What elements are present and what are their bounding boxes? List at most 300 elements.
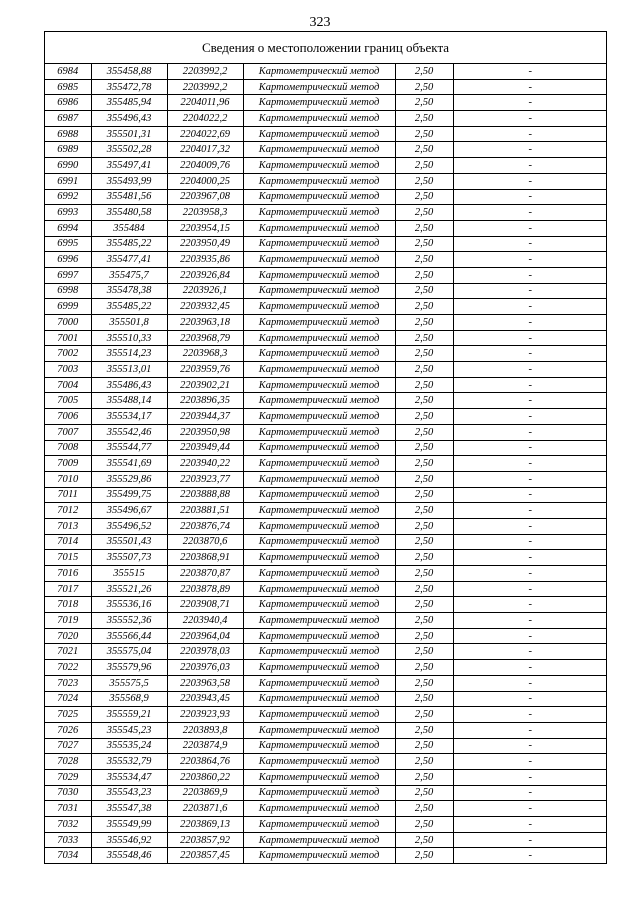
y-coordinate-cell: 2203926,1 <box>167 283 243 299</box>
x-coordinate-cell: 355541,69 <box>91 456 167 472</box>
y-coordinate-cell: 2203992,2 <box>167 79 243 95</box>
y-coordinate-cell: 2203870,6 <box>167 534 243 550</box>
description-cell: - <box>453 691 607 707</box>
table-row <box>45 79 607 95</box>
description-cell: - <box>453 832 607 848</box>
description-cell: - <box>453 785 607 801</box>
point-number-cell: 7019 <box>45 613 91 629</box>
accuracy-cell: 2,50 <box>395 817 453 833</box>
point-number-cell: 7002 <box>45 346 91 362</box>
accuracy-cell: 2,50 <box>395 377 453 393</box>
y-coordinate-cell: 2203881,51 <box>167 503 243 519</box>
description-cell: - <box>453 597 607 613</box>
x-coordinate-cell: 355532,79 <box>91 754 167 770</box>
point-number-cell: 6996 <box>45 252 91 268</box>
method-cell: Картометрический метод <box>243 79 395 95</box>
point-number-cell: 7015 <box>45 550 91 566</box>
description-cell: - <box>453 173 607 189</box>
y-coordinate-cell: 2203932,45 <box>167 299 243 315</box>
table-row <box>45 409 607 425</box>
x-coordinate-cell: 355472,78 <box>91 79 167 95</box>
table-row <box>45 267 607 283</box>
method-cell: Картометрический метод <box>243 581 395 597</box>
description-cell: - <box>453 283 607 299</box>
point-number-cell: 6993 <box>45 205 91 221</box>
table-row <box>45 817 607 833</box>
point-number-cell: 7001 <box>45 330 91 346</box>
description-cell: - <box>453 236 607 252</box>
point-number-cell: 6994 <box>45 220 91 236</box>
accuracy-cell: 2,50 <box>395 566 453 582</box>
method-cell: Картометрический метод <box>243 346 395 362</box>
description-cell: - <box>453 377 607 393</box>
point-number-cell: 7016 <box>45 566 91 582</box>
point-number-cell: 7033 <box>45 832 91 848</box>
accuracy-cell: 2,50 <box>395 471 453 487</box>
method-cell: Картометрический метод <box>243 769 395 785</box>
description-cell: - <box>453 79 607 95</box>
accuracy-cell: 2,50 <box>395 424 453 440</box>
description-cell: - <box>453 754 607 770</box>
point-number-cell: 7023 <box>45 675 91 691</box>
y-coordinate-cell: 2203893,8 <box>167 722 243 738</box>
accuracy-cell: 2,50 <box>395 518 453 534</box>
description-cell: - <box>453 95 607 111</box>
x-coordinate-cell: 355521,26 <box>91 581 167 597</box>
table-row <box>45 236 607 252</box>
accuracy-cell: 2,50 <box>395 393 453 409</box>
y-coordinate-cell: 2203963,18 <box>167 315 243 331</box>
y-coordinate-cell: 2204000,25 <box>167 173 243 189</box>
y-coordinate-cell: 2203935,86 <box>167 252 243 268</box>
table-row <box>45 832 607 848</box>
accuracy-cell: 2,50 <box>395 487 453 503</box>
accuracy-cell: 2,50 <box>395 346 453 362</box>
y-coordinate-cell: 2203978,03 <box>167 644 243 660</box>
method-cell: Картометрический метод <box>243 597 395 613</box>
accuracy-cell: 2,50 <box>395 330 453 346</box>
point-number-cell: 7004 <box>45 377 91 393</box>
coordinates-table <box>45 64 607 863</box>
method-cell: Картометрический метод <box>243 440 395 456</box>
method-cell: Картометрический метод <box>243 393 395 409</box>
table-row <box>45 722 607 738</box>
x-coordinate-cell: 355486,43 <box>91 377 167 393</box>
x-coordinate-cell: 355480,58 <box>91 205 167 221</box>
x-coordinate-cell: 355496,67 <box>91 503 167 519</box>
x-coordinate-cell: 355552,36 <box>91 613 167 629</box>
x-coordinate-cell: 355559,21 <box>91 707 167 723</box>
method-cell: Картометрический метод <box>243 267 395 283</box>
accuracy-cell: 2,50 <box>395 848 453 863</box>
boundary-table-frame <box>44 31 607 864</box>
y-coordinate-cell: 2203954,15 <box>167 220 243 236</box>
method-cell: Картометрический метод <box>243 299 395 315</box>
description-cell: - <box>453 487 607 503</box>
point-number-cell: 6988 <box>45 126 91 142</box>
description-cell: - <box>453 64 607 79</box>
point-number-cell: 7007 <box>45 424 91 440</box>
point-number-cell: 7005 <box>45 393 91 409</box>
accuracy-cell: 2,50 <box>395 283 453 299</box>
point-number-cell: 6991 <box>45 173 91 189</box>
table-row <box>45 518 607 534</box>
y-coordinate-cell: 2203857,92 <box>167 832 243 848</box>
y-coordinate-cell: 2204022,69 <box>167 126 243 142</box>
method-cell: Картометрический метод <box>243 315 395 331</box>
accuracy-cell: 2,50 <box>395 660 453 676</box>
accuracy-cell: 2,50 <box>395 644 453 660</box>
accuracy-cell: 2,50 <box>395 832 453 848</box>
point-number-cell: 7027 <box>45 738 91 754</box>
y-coordinate-cell: 2203923,93 <box>167 707 243 723</box>
table-row <box>45 95 607 111</box>
accuracy-cell: 2,50 <box>395 409 453 425</box>
description-cell: - <box>453 205 607 221</box>
method-cell: Картометрический метод <box>243 330 395 346</box>
description-cell: - <box>453 252 607 268</box>
y-coordinate-cell: 2203923,77 <box>167 471 243 487</box>
description-cell: - <box>453 393 607 409</box>
method-cell: Картометрический метод <box>243 566 395 582</box>
table-row <box>45 315 607 331</box>
description-cell: - <box>453 613 607 629</box>
y-coordinate-cell: 2203959,76 <box>167 362 243 378</box>
method-cell: Картометрический метод <box>243 142 395 158</box>
table-row <box>45 597 607 613</box>
table-row <box>45 283 607 299</box>
y-coordinate-cell: 2204009,76 <box>167 158 243 174</box>
y-coordinate-cell: 2203944,37 <box>167 409 243 425</box>
method-cell: Картометрический метод <box>243 675 395 691</box>
accuracy-cell: 2,50 <box>395 126 453 142</box>
y-coordinate-cell: 2203857,45 <box>167 848 243 863</box>
table-title: Сведения о местоположении границ объекта <box>45 32 606 64</box>
x-coordinate-cell: 355501,8 <box>91 315 167 331</box>
description-cell: - <box>453 362 607 378</box>
point-number-cell: 6997 <box>45 267 91 283</box>
point-number-cell: 7020 <box>45 628 91 644</box>
method-cell: Картометрический метод <box>243 189 395 205</box>
method-cell: Картометрический метод <box>243 628 395 644</box>
point-number-cell: 7000 <box>45 315 91 331</box>
point-number-cell: 7013 <box>45 518 91 534</box>
table-row <box>45 471 607 487</box>
accuracy-cell: 2,50 <box>395 362 453 378</box>
description-cell: - <box>453 675 607 691</box>
table-row <box>45 785 607 801</box>
table-row <box>45 644 607 660</box>
accuracy-cell: 2,50 <box>395 738 453 754</box>
method-cell: Картометрический метод <box>243 801 395 817</box>
table-row <box>45 660 607 676</box>
point-number-cell: 6992 <box>45 189 91 205</box>
method-cell: Картометрический метод <box>243 424 395 440</box>
x-coordinate-cell: 355566,44 <box>91 628 167 644</box>
x-coordinate-cell: 355575,5 <box>91 675 167 691</box>
x-coordinate-cell: 355575,04 <box>91 644 167 660</box>
accuracy-cell: 2,50 <box>395 95 453 111</box>
method-cell: Картометрический метод <box>243 691 395 707</box>
method-cell: Картометрический метод <box>243 754 395 770</box>
y-coordinate-cell: 2203896,35 <box>167 393 243 409</box>
y-coordinate-cell: 2203874,9 <box>167 738 243 754</box>
x-coordinate-cell: 355543,23 <box>91 785 167 801</box>
accuracy-cell: 2,50 <box>395 769 453 785</box>
description-cell: - <box>453 456 607 472</box>
x-coordinate-cell: 355515 <box>91 566 167 582</box>
point-number-cell: 7018 <box>45 597 91 613</box>
table-row <box>45 330 607 346</box>
y-coordinate-cell: 2203964,04 <box>167 628 243 644</box>
point-number-cell: 6998 <box>45 283 91 299</box>
method-cell: Картометрический метод <box>243 817 395 833</box>
table-row <box>45 550 607 566</box>
x-coordinate-cell: 355529,86 <box>91 471 167 487</box>
coordinates-table-body <box>45 64 607 863</box>
description-cell: - <box>453 660 607 676</box>
x-coordinate-cell: 355475,7 <box>91 267 167 283</box>
accuracy-cell: 2,50 <box>395 597 453 613</box>
y-coordinate-cell: 2203926,84 <box>167 267 243 283</box>
description-cell: - <box>453 644 607 660</box>
method-cell: Картометрический метод <box>243 722 395 738</box>
point-number-cell: 7009 <box>45 456 91 472</box>
accuracy-cell: 2,50 <box>395 64 453 79</box>
description-cell: - <box>453 769 607 785</box>
table-row <box>45 189 607 205</box>
x-coordinate-cell: 355496,43 <box>91 111 167 127</box>
x-coordinate-cell: 355534,17 <box>91 409 167 425</box>
description-cell: - <box>453 722 607 738</box>
page-number: 323 <box>309 15 331 30</box>
table-row <box>45 111 607 127</box>
accuracy-cell: 2,50 <box>395 440 453 456</box>
description-cell: - <box>453 848 607 863</box>
point-number-cell: 6989 <box>45 142 91 158</box>
description-cell: - <box>453 111 607 127</box>
x-coordinate-cell: 355484 <box>91 220 167 236</box>
method-cell: Картометрический метод <box>243 64 395 79</box>
accuracy-cell: 2,50 <box>395 785 453 801</box>
description-cell: - <box>453 581 607 597</box>
point-number-cell: 7003 <box>45 362 91 378</box>
point-number-cell: 7022 <box>45 660 91 676</box>
point-number-cell: 7021 <box>45 644 91 660</box>
point-number-cell: 6984 <box>45 64 91 79</box>
point-number-cell: 6985 <box>45 79 91 95</box>
y-coordinate-cell: 2203888,88 <box>167 487 243 503</box>
accuracy-cell: 2,50 <box>395 754 453 770</box>
x-coordinate-cell: 355513,01 <box>91 362 167 378</box>
table-row <box>45 252 607 268</box>
y-coordinate-cell: 2204017,32 <box>167 142 243 158</box>
method-cell: Картометрический метод <box>243 613 395 629</box>
description-cell: - <box>453 440 607 456</box>
x-coordinate-cell: 355514,23 <box>91 346 167 362</box>
description-cell: - <box>453 409 607 425</box>
y-coordinate-cell: 2203949,44 <box>167 440 243 456</box>
description-cell: - <box>453 189 607 205</box>
x-coordinate-cell: 355544,77 <box>91 440 167 456</box>
x-coordinate-cell: 355547,38 <box>91 801 167 817</box>
accuracy-cell: 2,50 <box>395 801 453 817</box>
accuracy-cell: 2,50 <box>395 220 453 236</box>
y-coordinate-cell: 2203870,87 <box>167 566 243 582</box>
method-cell: Картометрический метод <box>243 283 395 299</box>
accuracy-cell: 2,50 <box>395 456 453 472</box>
table-row <box>45 503 607 519</box>
accuracy-cell: 2,50 <box>395 111 453 127</box>
y-coordinate-cell: 2203869,9 <box>167 785 243 801</box>
x-coordinate-cell: 355546,92 <box>91 832 167 848</box>
table-row <box>45 487 607 503</box>
accuracy-cell: 2,50 <box>395 707 453 723</box>
x-coordinate-cell: 355507,73 <box>91 550 167 566</box>
x-coordinate-cell: 355536,16 <box>91 597 167 613</box>
method-cell: Картометрический метод <box>243 534 395 550</box>
method-cell: Картометрический метод <box>243 832 395 848</box>
method-cell: Картометрический метод <box>243 456 395 472</box>
table-row <box>45 691 607 707</box>
y-coordinate-cell: 2203950,49 <box>167 236 243 252</box>
table-row <box>45 346 607 362</box>
point-number-cell: 7011 <box>45 487 91 503</box>
table-row <box>45 440 607 456</box>
description-cell: - <box>453 534 607 550</box>
x-coordinate-cell: 355497,41 <box>91 158 167 174</box>
point-number-cell: 7010 <box>45 471 91 487</box>
table-row <box>45 848 607 863</box>
table-row <box>45 534 607 550</box>
table-row <box>45 628 607 644</box>
description-cell: - <box>453 566 607 582</box>
point-number-cell: 7017 <box>45 581 91 597</box>
description-cell: - <box>453 738 607 754</box>
description-cell: - <box>453 158 607 174</box>
method-cell: Картометрический метод <box>243 126 395 142</box>
x-coordinate-cell: 355485,22 <box>91 236 167 252</box>
y-coordinate-cell: 2203950,98 <box>167 424 243 440</box>
y-coordinate-cell: 2203967,08 <box>167 189 243 205</box>
x-coordinate-cell: 355477,41 <box>91 252 167 268</box>
accuracy-cell: 2,50 <box>395 534 453 550</box>
table-row <box>45 142 607 158</box>
accuracy-cell: 2,50 <box>395 691 453 707</box>
y-coordinate-cell: 2203940,22 <box>167 456 243 472</box>
y-coordinate-cell: 2203878,89 <box>167 581 243 597</box>
point-number-cell: 6990 <box>45 158 91 174</box>
x-coordinate-cell: 355534,47 <box>91 769 167 785</box>
x-coordinate-cell: 355496,52 <box>91 518 167 534</box>
point-number-cell: 7028 <box>45 754 91 770</box>
description-cell: - <box>453 503 607 519</box>
point-number-cell: 7034 <box>45 848 91 863</box>
method-cell: Картометрический метод <box>243 503 395 519</box>
method-cell: Картометрический метод <box>243 236 395 252</box>
method-cell: Картометрический метод <box>243 173 395 189</box>
point-number-cell: 7008 <box>45 440 91 456</box>
accuracy-cell: 2,50 <box>395 189 453 205</box>
accuracy-cell: 2,50 <box>395 79 453 95</box>
accuracy-cell: 2,50 <box>395 675 453 691</box>
table-row <box>45 738 607 754</box>
table-row <box>45 64 607 79</box>
method-cell: Картометрический метод <box>243 848 395 863</box>
point-number-cell: 7030 <box>45 785 91 801</box>
y-coordinate-cell: 2204022,2 <box>167 111 243 127</box>
point-number-cell: 6995 <box>45 236 91 252</box>
method-cell: Картометрический метод <box>243 550 395 566</box>
y-coordinate-cell: 2203976,03 <box>167 660 243 676</box>
table-row <box>45 424 607 440</box>
table-row <box>45 393 607 409</box>
description-cell: - <box>453 267 607 283</box>
method-cell: Картометрический метод <box>243 738 395 754</box>
table-row <box>45 566 607 582</box>
accuracy-cell: 2,50 <box>395 142 453 158</box>
table-row <box>45 220 607 236</box>
y-coordinate-cell: 2203968,3 <box>167 346 243 362</box>
x-coordinate-cell: 355510,33 <box>91 330 167 346</box>
method-cell: Картометрический метод <box>243 471 395 487</box>
description-cell: - <box>453 220 607 236</box>
x-coordinate-cell: 355501,43 <box>91 534 167 550</box>
point-number-cell: 7014 <box>45 534 91 550</box>
y-coordinate-cell: 2203940,4 <box>167 613 243 629</box>
x-coordinate-cell: 355481,56 <box>91 189 167 205</box>
y-coordinate-cell: 2203869,13 <box>167 817 243 833</box>
method-cell: Картометрический метод <box>243 95 395 111</box>
method-cell: Картометрический метод <box>243 707 395 723</box>
point-number-cell: 6986 <box>45 95 91 111</box>
point-number-cell: 7029 <box>45 769 91 785</box>
table-row <box>45 173 607 189</box>
method-cell: Картометрический метод <box>243 644 395 660</box>
accuracy-cell: 2,50 <box>395 236 453 252</box>
x-coordinate-cell: 355535,24 <box>91 738 167 754</box>
accuracy-cell: 2,50 <box>395 267 453 283</box>
description-cell: - <box>453 315 607 331</box>
method-cell: Картометрический метод <box>243 362 395 378</box>
method-cell: Картометрический метод <box>243 487 395 503</box>
y-coordinate-cell: 2203876,74 <box>167 518 243 534</box>
x-coordinate-cell: 355542,46 <box>91 424 167 440</box>
method-cell: Картометрический метод <box>243 158 395 174</box>
method-cell: Картометрический метод <box>243 205 395 221</box>
x-coordinate-cell: 355548,46 <box>91 848 167 863</box>
table-row <box>45 362 607 378</box>
y-coordinate-cell: 2203992,2 <box>167 64 243 79</box>
table-row <box>45 754 607 770</box>
method-cell: Картометрический метод <box>243 252 395 268</box>
x-coordinate-cell: 355488,14 <box>91 393 167 409</box>
y-coordinate-cell: 2204011,96 <box>167 95 243 111</box>
y-coordinate-cell: 2203902,21 <box>167 377 243 393</box>
accuracy-cell: 2,50 <box>395 252 453 268</box>
method-cell: Картометрический метод <box>243 518 395 534</box>
description-cell: - <box>453 707 607 723</box>
description-cell: - <box>453 330 607 346</box>
accuracy-cell: 2,50 <box>395 205 453 221</box>
method-cell: Картометрический метод <box>243 409 395 425</box>
table-row <box>45 126 607 142</box>
y-coordinate-cell: 2203968,79 <box>167 330 243 346</box>
accuracy-cell: 2,50 <box>395 613 453 629</box>
accuracy-cell: 2,50 <box>395 315 453 331</box>
y-coordinate-cell: 2203860,22 <box>167 769 243 785</box>
point-number-cell: 7012 <box>45 503 91 519</box>
